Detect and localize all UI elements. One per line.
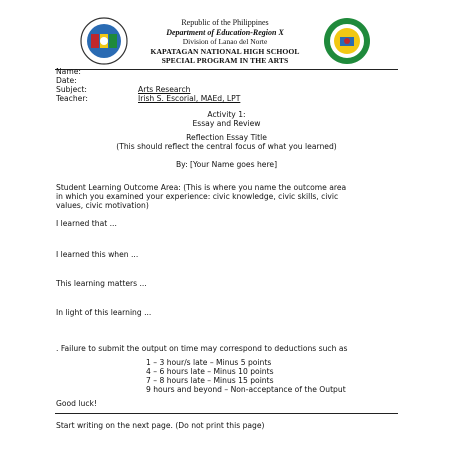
outcome-line-2: in which you examined your experience: civic knowledge, civic skills, civic xyxy=(56,192,339,201)
good-luck: Good luck! xyxy=(56,399,97,408)
name-label: Name: xyxy=(56,67,81,76)
footer-divider xyxy=(55,413,398,414)
footer-note: Start writing on the next page. (Do not print this page) xyxy=(56,421,265,430)
outcome-line-3: values, civic motivation) xyxy=(56,201,149,210)
essay-title: Reflection Essay Title xyxy=(186,133,267,142)
subject-value: Arts Research xyxy=(138,85,191,94)
division-line: Division of Lanao del Norte xyxy=(182,37,268,46)
prompt-learned-when: I learned this when ... xyxy=(56,250,139,259)
prompt-learning-matters: This learning matters ... xyxy=(56,279,147,288)
activity-title: Activity 1: xyxy=(207,110,246,119)
header-divider xyxy=(55,69,398,70)
department-line: Department of Education-Region X xyxy=(166,27,284,37)
subject-label: Subject: xyxy=(56,85,87,94)
teacher-value: Irish S. Escorial, MAEd, LPT xyxy=(138,94,241,103)
prompt-in-light: In light of this learning ... xyxy=(56,308,152,317)
penalty-intro: . Failure to submit the output on time may correspond to deductions such as xyxy=(56,344,348,353)
school-seal-icon xyxy=(80,17,128,65)
letterhead xyxy=(130,18,320,66)
deduction-item: 7 – 8 hours late – Minus 15 points xyxy=(146,376,274,385)
date-label: Date: xyxy=(56,76,77,85)
spa-gear-seal-icon xyxy=(323,17,371,65)
essay-note: (This should reflect the central focus of what you learned) xyxy=(116,142,337,151)
outcome-line-1: Student Learning Outcome Area: (This is where you name the outcome area xyxy=(56,183,347,192)
activity-subtitle: Essay and Review xyxy=(192,119,261,128)
school-name: KAPATAGAN NATIONAL HIGH SCHOOL xyxy=(150,46,300,56)
prompt-learned-that: I learned that ... xyxy=(56,219,117,228)
deduction-item: 1 – 3 hour/s late – Minus 5 points xyxy=(146,358,272,367)
deduction-item: 9 hours and beyond – Non-acceptance of the Output xyxy=(146,385,346,394)
byline: By: [Your Name goes here] xyxy=(175,160,278,169)
deduction-item: 4 – 6 hours late – Minus 10 points xyxy=(146,367,274,376)
program-name: SPECIAL PROGRAM IN THE ARTS xyxy=(161,56,289,65)
republic-line: Republic of the Philippines xyxy=(181,18,269,27)
teacher-label: Teacher: xyxy=(56,94,88,103)
